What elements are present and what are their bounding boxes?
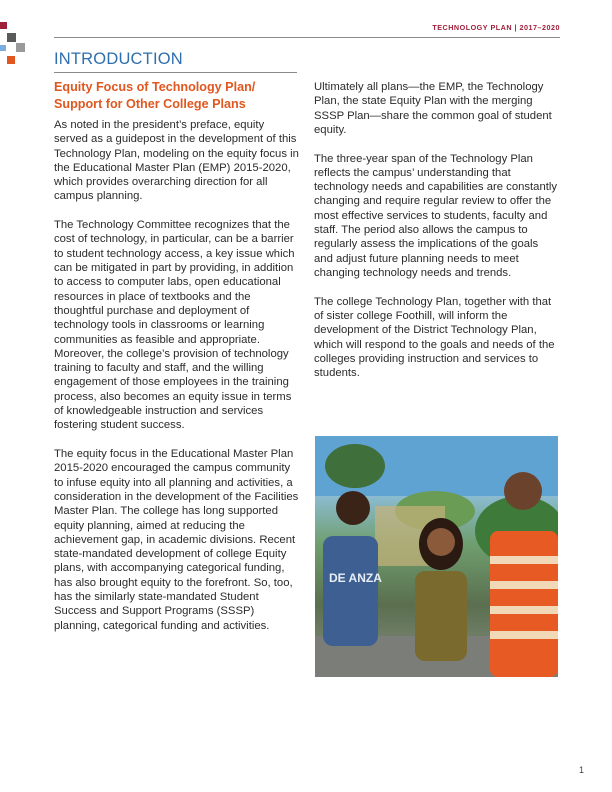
- section-title: INTRODUCTION: [54, 50, 183, 68]
- title-divider: [54, 72, 297, 73]
- left-column: [54, 118, 300, 647]
- paragraph: As noted in the president’s preface, equity served as a guidepost in the development of this Technology Plan, modeling on the equity focus in the Educational Master Plan (EMP) 2015-2020, which provides overarching direction for all campus planning.: [54, 119, 299, 203]
- photo-illustration: [315, 436, 558, 677]
- deco-square: [0, 45, 6, 51]
- section-subtitle: Equity Focus of Technology Plan/ Support for Other College Plans: [54, 80, 256, 111]
- students-photo: [315, 436, 558, 677]
- page-number: 1: [578, 765, 584, 775]
- paragraph: The college Technology Plan, together with that of sister college Foothill, will inform the development of the District Technology Plan, which will respond to the goals and needs of the colleges providing instruction and services to students.: [314, 295, 555, 380]
- right-column: [314, 80, 560, 395]
- paragraph: The equity focus in the Educational Master Plan 2015-2020 encouraged the campus community to infuse equity into all planning and activities, a consideration in the development of the Facilities Master Plan. The college has long supported equity planning, aimed at reducing the achievement gap, in academic divisions. Recent state-mandated development of college Equity plans, with accompanying categorical funding, has also brought equity to the forefront. So, too, has the similarly state-mandated Student Success and Support Programs (SSSP) planning, categorical funding and activities.: [54, 448, 299, 632]
- paragraph: The three-year span of the Technology Plan reflects the campus’ understanding that technology needs and capabilities are constantly changing and require regular review to offer the most effective services to students, faculty and staff. The period also allows the campus to regularly assess the implications of the goals and adjust future planning needs to meet changing technology needs and trends.: [314, 152, 558, 279]
- deco-square: [7, 33, 16, 42]
- paragraph: The Technology Committee recognizes that the cost of technology, in particular, can be a barrier to student technology access, a key issue which can be mitigated in part by providing, in addition to access to computer labs, open educational resources in place of textbooks and the thoughtful purchase and deployment of technology tools in classrooms or learning communities as feasible and appropriate. Moreover, the college’s provision of technology training to faculty and staff, and the willing engagement of those employees in the training process, also becomes an equity issue in terms of knowledgeable instruction and services fostering student success.: [54, 219, 295, 432]
- deco-square: [0, 22, 7, 29]
- paragraph: Ultimately all plans—the EMP, the Technology Plan, the state Equity Plan with the merging SSSP Plan—share the common goal of student equity.: [314, 81, 552, 136]
- deco-square: [16, 43, 25, 52]
- deco-square: [7, 56, 15, 64]
- header-divider: [54, 37, 560, 38]
- running-header: TECHNOLOGY PLAN | 2017–2020: [432, 23, 560, 32]
- shirt-text: DE ANZA: [329, 571, 382, 585]
